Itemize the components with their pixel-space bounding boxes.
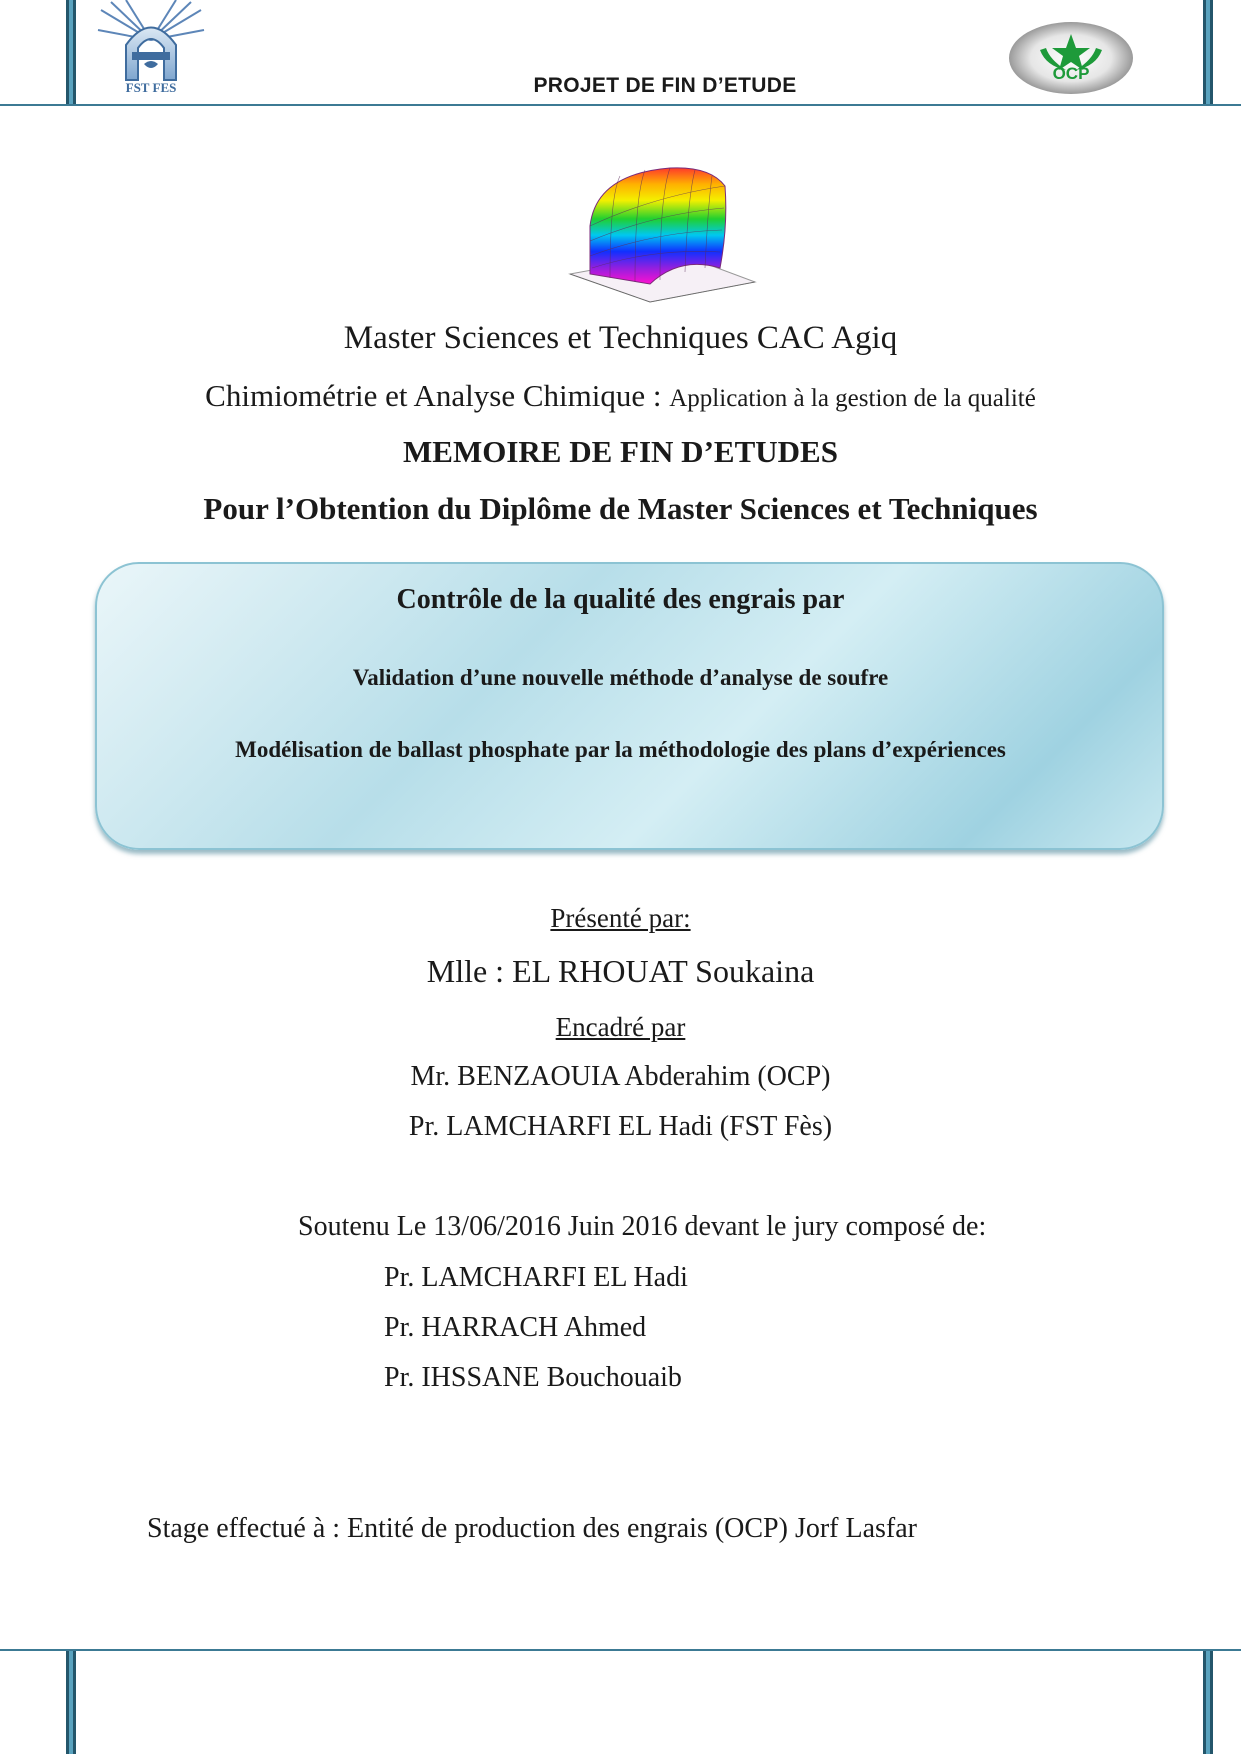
program-specialty-application: Application à la gestion de la qualité — [669, 385, 1036, 412]
presented-by-label: Présenté par: — [550, 903, 691, 933]
fst-fes-logo-text: FST FES — [125, 80, 177, 95]
supervisor-fst: Pr. LAMCHARFI EL Hadi (FST Fès) — [408, 1111, 833, 1142]
supervised-by-label: Encadré par — [555, 1012, 686, 1042]
defense-line: Soutenu Le 13/06/2016 Juin 2016 devant le jury composé de: — [298, 1211, 987, 1242]
internship-location: Stage effectué à : Entité de production des engrais (OCP) Jorf Lasfar — [147, 1513, 917, 1544]
subject-item-modelisation: Modélisation de ballast phosphate par la méthodologie des plans d’expériences — [235, 737, 1006, 762]
footer-rule — [0, 1649, 1241, 1651]
jury-member: Pr. HARRACH Ahmed — [384, 1312, 647, 1343]
jury-member: Pr. IHSSANE Bouchouaib — [384, 1362, 682, 1393]
ocp-logo-text: OCP — [1052, 64, 1090, 83]
header-rule — [0, 104, 1241, 106]
program-title: Master Sciences et Techniques CAC Agiq — [343, 320, 898, 356]
program-specialty — [0, 378, 1241, 414]
subject-title: Contrôle de la qualité des engrais par — [396, 584, 845, 615]
memoir-heading: MEMOIRE DE FIN D’ETUDES — [403, 434, 838, 469]
program-specialty-main: Chimiométrie et Analyse Chimique : — [205, 378, 670, 413]
subject-item-validation: Validation d’une nouvelle méthode d’analyse de soufre — [352, 665, 889, 690]
student-name: Mlle : EL RHOUAT Soukaina — [426, 953, 815, 989]
response-surface-illustration — [560, 156, 760, 306]
diploma-heading: Pour l’Obtention du Diplôme de Master Sciences et Techniques — [203, 491, 1038, 526]
supervisor-ocp: Mr. BENZAOUIA Abderahim (OCP) — [410, 1061, 831, 1092]
frame-bar-bottom-left — [66, 1651, 76, 1754]
frame-bar-bottom-right — [1203, 1651, 1213, 1754]
response-surface-graphic — [560, 156, 760, 306]
jury-member: Pr. LAMCHARFI EL Hadi — [384, 1262, 688, 1293]
header-title: PROJET DE FIN D’ETUDE — [533, 74, 797, 97]
